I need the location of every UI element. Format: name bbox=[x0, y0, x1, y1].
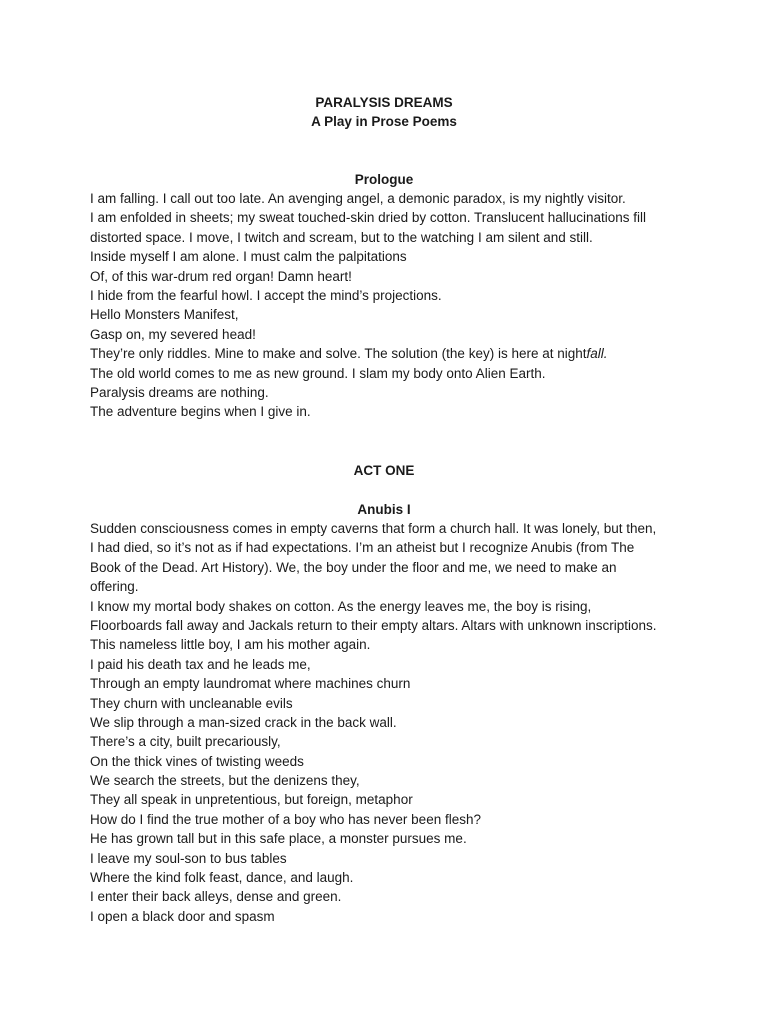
act-line: On the thick vines of twisting weeds bbox=[90, 753, 304, 769]
act-line: I leave my soul-son to bus tables bbox=[90, 850, 287, 866]
act-line: We search the streets, but the denizens they, bbox=[90, 773, 360, 789]
act-one-heading: ACT ONE bbox=[353, 463, 415, 478]
act-line: We slip through a man-sized crack in the back wall. bbox=[90, 714, 397, 730]
prologue-line: They’re only riddles. Mine to make and solve. The solution (the key) is here at night bbox=[90, 346, 587, 362]
act-line: Book of the Dead. Art History). We, the boy under the floor and me, we need to make an bbox=[90, 559, 617, 575]
act-line: They all speak in unpretentious, but foreign, metaphor bbox=[90, 792, 413, 808]
act-line: There’s a city, built precariously, bbox=[90, 734, 281, 750]
act-line: Floorboards fall away and Jackals return to their empty altars. Altars with unknown inscriptions. bbox=[90, 617, 657, 633]
act-line: He has grown tall but in this safe place, a monster pursues me. bbox=[90, 831, 467, 847]
act-line: I had died, so it’s not as if had expectations. I’m an atheist but I recognize Anubis (from The bbox=[90, 540, 635, 556]
italic-word: fall. bbox=[586, 346, 608, 362]
prologue-line: I hide from the fearful howl. I accept the mind’s projections. bbox=[90, 287, 442, 303]
act-line: Through an empty laundromat where machines churn bbox=[90, 676, 411, 692]
act-line: How do I find the true mother of a boy who has never been flesh? bbox=[90, 811, 481, 827]
prologue-heading: Prologue bbox=[354, 172, 414, 187]
prologue-line: Inside myself I am alone. I must calm the palpitations bbox=[90, 249, 407, 265]
prologue-line: distorted space. I move, I twitch and scream, but to the watching I am silent and still. bbox=[90, 229, 593, 245]
act-one-text bbox=[90, 519, 690, 926]
act-line: offering. bbox=[90, 579, 139, 595]
prologue-line: I am enfolded in sheets; my sweat touched-skin dried by cotton. Translucent hallucinations fill bbox=[90, 210, 647, 226]
prologue-line: I am falling. I call out too late. An avenging angel, a demonic paradox, is my nightly visitor. bbox=[90, 191, 626, 206]
act-line: Sudden consciousness comes in empty caverns that form a church hall. It was lonely, but then, bbox=[90, 521, 657, 536]
prologue-line: Paralysis dreams are nothing. bbox=[90, 384, 269, 400]
document-subtitle: A Play in Prose Poems bbox=[311, 114, 457, 129]
prologue-line: Of, of this war-drum red organ! Damn heart! bbox=[90, 268, 352, 284]
prologue-line: The old world comes to me as new ground. I slam my body onto Alien Earth. bbox=[90, 365, 546, 381]
prologue-line: Hello Monsters Manifest, bbox=[90, 307, 239, 323]
act-line: I know my mortal body shakes on cotton. As the energy leaves me, the boy is rising, bbox=[90, 598, 592, 614]
prologue-line-with-italic bbox=[90, 344, 690, 363]
act-line: I enter their back alleys, dense and green. bbox=[90, 889, 342, 905]
act-line: They churn with uncleanable evils bbox=[90, 695, 293, 711]
act-line: This nameless little boy, I am his mother again. bbox=[90, 637, 371, 653]
act-line: I open a black door and spasm bbox=[90, 908, 275, 924]
act-line: Where the kind folk feast, dance, and laugh. bbox=[90, 870, 354, 886]
prologue-text bbox=[90, 189, 690, 422]
prologue-line: The adventure begins when I give in. bbox=[90, 404, 311, 420]
anubis-heading: Anubis I bbox=[357, 502, 411, 517]
document-title: PARALYSIS DREAMS bbox=[315, 95, 453, 110]
act-line: I paid his death tax and he leads me, bbox=[90, 656, 311, 672]
prologue-line: Gasp on, my severed head! bbox=[90, 326, 256, 342]
